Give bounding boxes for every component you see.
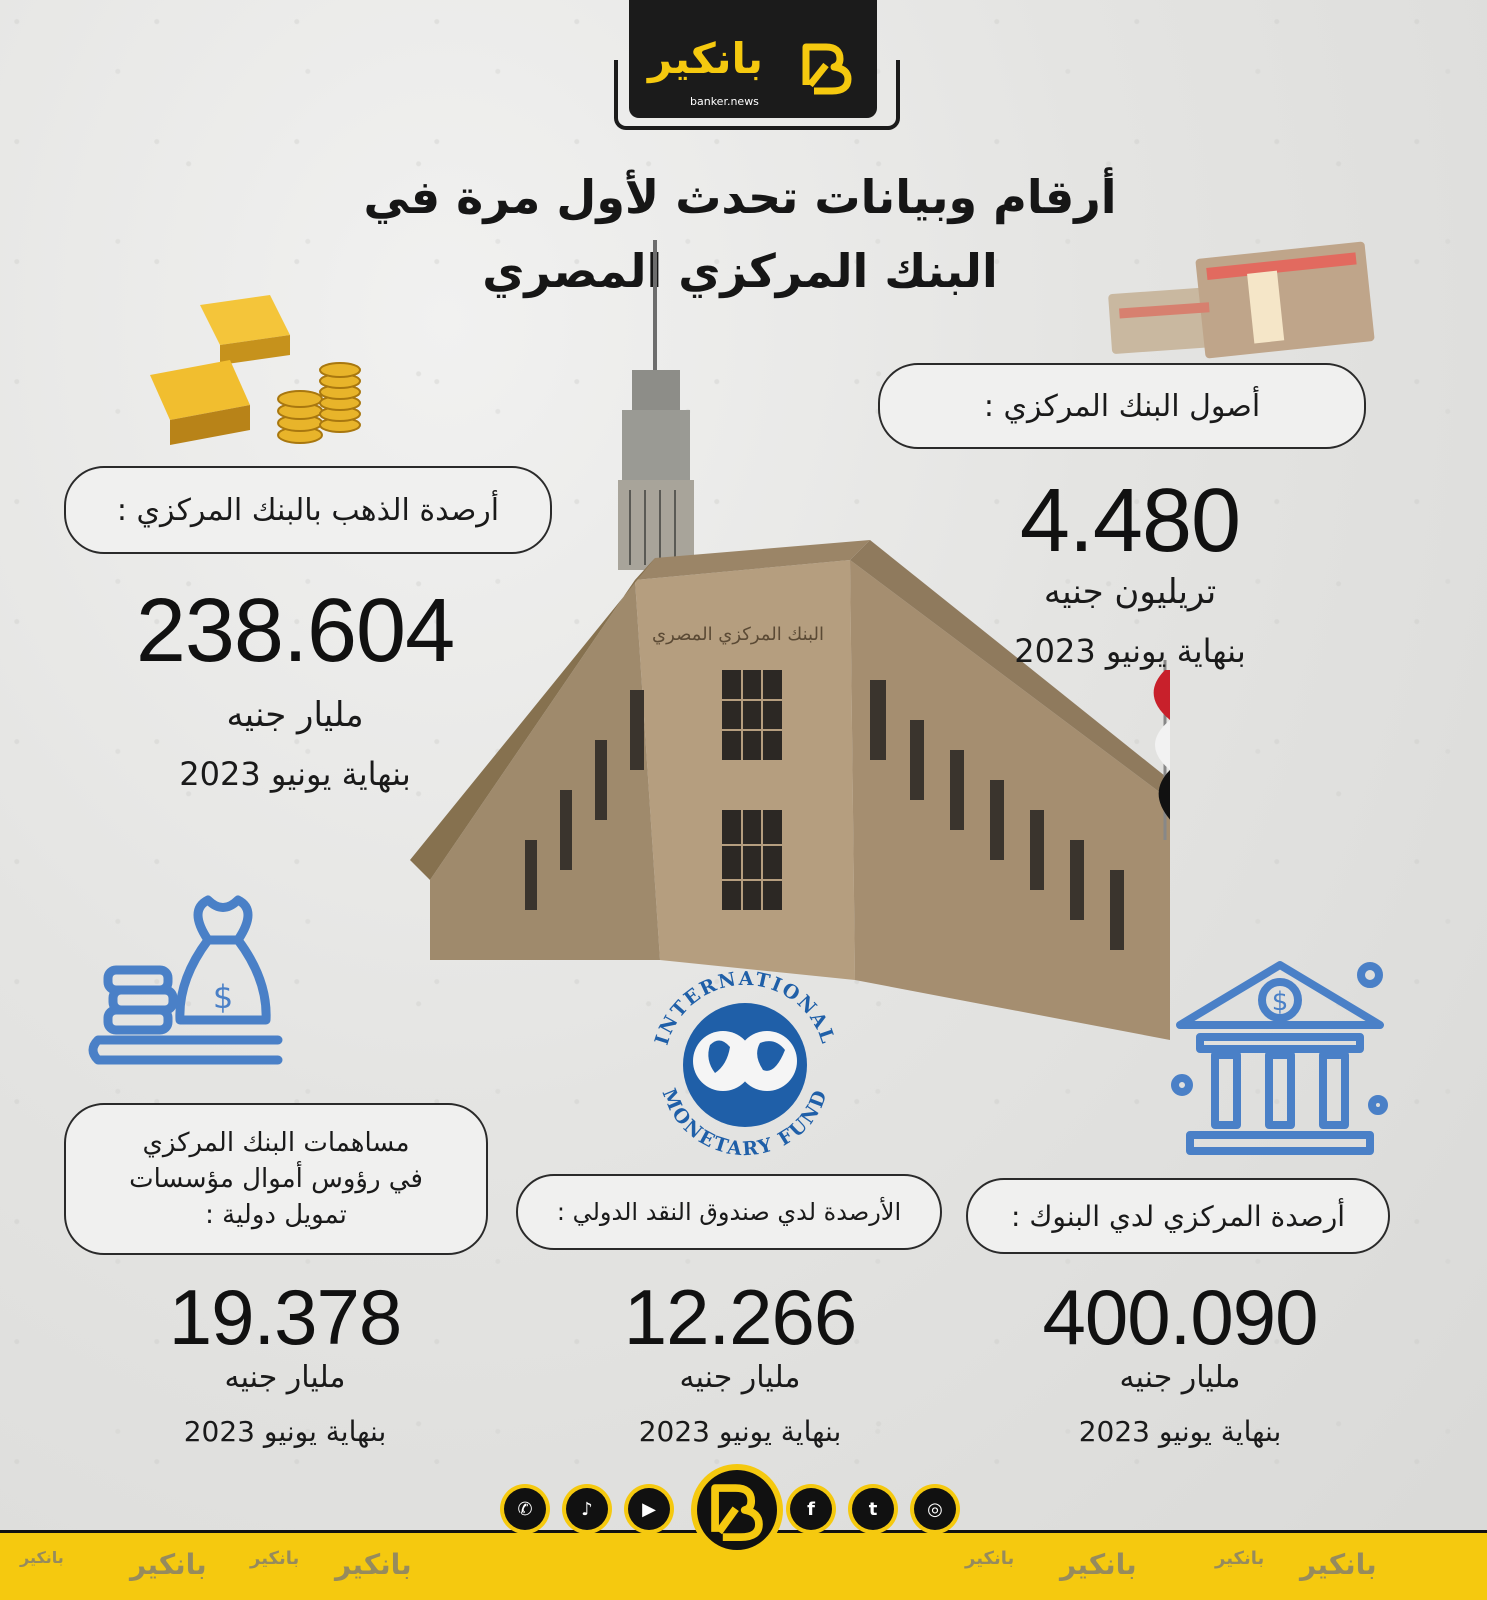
- banks-value: 400.090: [1042, 1273, 1318, 1361]
- twitter-icon[interactable]: t: [852, 1488, 894, 1530]
- imf-unit: مليار جنيه: [679, 1360, 801, 1395]
- instagram-icon[interactable]: ◎: [914, 1488, 956, 1530]
- gold-label-pill: [64, 466, 552, 554]
- footer-watermark: بانكير: [1300, 1548, 1377, 1581]
- money-bag-icon: [88, 890, 288, 1090]
- gold-label: أرصدة الذهب بالبنك المركزي :: [116, 492, 500, 528]
- imf-date: بنهاية يونيو 2023: [638, 1415, 842, 1448]
- imf-logo: [635, 955, 855, 1175]
- intl-value: 19.378: [168, 1273, 402, 1361]
- intl-label-line-2: في رؤوس أموال مؤسسات: [129, 1164, 423, 1194]
- footer-watermark: بانكير: [335, 1548, 412, 1581]
- title-line-2: البنك المركزي المصري: [482, 244, 998, 298]
- footer-watermark: بانكير: [250, 1548, 300, 1569]
- intl-date: بنهاية يونيو 2023: [183, 1415, 387, 1448]
- intl-label-line-3: تمويل دولية :: [205, 1200, 347, 1230]
- money-stack-image: [1100, 230, 1390, 360]
- footer-watermark: بانكير: [1215, 1548, 1265, 1569]
- footer-watermark: بانكير: [130, 1548, 207, 1581]
- title-line-1: أرقام وبيانات تحدث لأول مرة في: [363, 170, 1117, 224]
- intl-label-pill: [64, 1103, 488, 1255]
- intl-unit: مليار جنيه: [224, 1360, 346, 1395]
- banks-date: بنهاية يونيو 2023: [1078, 1415, 1282, 1448]
- assets-label-pill: [878, 363, 1366, 449]
- facebook-icon[interactable]: f: [790, 1488, 832, 1530]
- imf-label-pill: [516, 1174, 942, 1250]
- logo-wordmark: بانكير: [648, 34, 764, 83]
- banks-label: أرصدة المركزي لدي البنوك :: [1010, 1199, 1346, 1233]
- footer-watermark: بانكير: [965, 1548, 1015, 1569]
- imf-value: 12.266: [623, 1273, 857, 1361]
- bank-icon: [1170, 955, 1390, 1165]
- center-logo: [697, 1470, 777, 1550]
- footer-watermark: بانكير: [1060, 1548, 1137, 1581]
- imf-top-text: INTERNATIONAL: [650, 967, 840, 1048]
- banker-logo-icon: [697, 1470, 777, 1550]
- svg-text:$: $: [212, 978, 234, 1016]
- banker-logo-icon: [796, 35, 858, 97]
- banks-unit: مليار جنيه: [1119, 1360, 1241, 1395]
- assets-unit: تريليون جنيه: [1043, 572, 1217, 612]
- svg-text:$: $: [1271, 987, 1289, 1017]
- banks-label-pill: [966, 1178, 1390, 1254]
- youtube-icon[interactable]: ▶: [628, 1488, 670, 1530]
- assets-label: أصول البنك المركزي :: [983, 388, 1261, 424]
- imf-label: الأرصدة لدي صندوق النقد الدولي :: [556, 1198, 902, 1226]
- assets-value: 4.480: [1019, 471, 1241, 571]
- gold-date: بنهاية يونيو 2023: [179, 755, 411, 793]
- assets-date: بنهاية يونيو 2023: [1014, 632, 1246, 670]
- footer-watermark: بانكير: [20, 1548, 64, 1567]
- gold-bars-image: [130, 295, 370, 465]
- whatsapp-icon[interactable]: ✆: [504, 1488, 546, 1530]
- tiktok-icon[interactable]: ♪: [566, 1488, 608, 1530]
- gold-value: 238.604: [135, 581, 455, 681]
- building-sign: البنك المركزي المصري: [652, 624, 824, 645]
- intl-label-line-1: مساهمات البنك المركزي: [142, 1128, 410, 1158]
- logo-site: banker.news: [690, 95, 759, 108]
- gold-unit: مليار جنيه: [226, 695, 364, 735]
- imf-bottom-text: MONETARY FUND: [657, 1085, 833, 1161]
